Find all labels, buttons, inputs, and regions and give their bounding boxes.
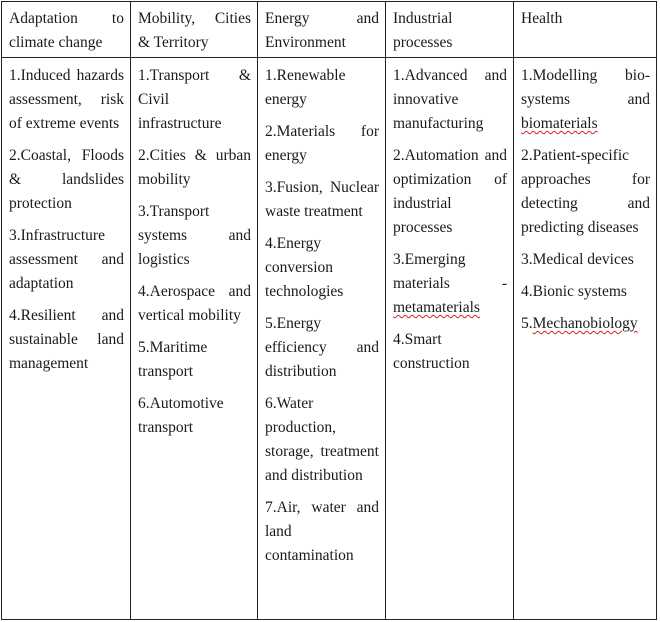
column-health [514,58,656,619]
list-item: 4.Bionic systems [521,283,627,300]
list-item: 1.Transport & Civil infrastructure [138,67,251,132]
list-item: 1.Advanced and innovative manufacturing [393,67,507,132]
list-item: 7.Air, water and land contamination [265,499,379,564]
list-item: 3.Transport systems and logistics [138,203,251,268]
header-industrial: Industrial processes [386,2,514,58]
list-item: 2.Materials for energy [265,123,379,164]
list-item: 5.Maritime transport [138,339,208,380]
list-item: 2.Cities & urban mobility [138,147,251,188]
list-item: 5.Energy efficiency and distribution [265,315,379,380]
list-item: 1.Induced hazards assessment, risk of extreme events [9,67,124,132]
header-adaptation: Adaptation to climate change [2,2,131,58]
list-item: 3.Emerging materials - metamaterials [393,251,507,316]
column-energy [258,58,386,619]
list-item: 4.Smart construction [393,331,470,372]
list-item: 4.Aerospace and vertical mobility [138,283,251,324]
column-mobility [131,58,258,619]
list-item: 1.Renewable energy [265,67,346,108]
list-item: 3.Medical devices [521,251,634,268]
header-health: Health [514,2,656,58]
list-item: 3.Fusion, Nuclear waste treatment [265,179,379,220]
header-mobility: Mobility, Cities & Territory [131,2,258,58]
list-item: 3.Infrastructure assessment and adaptation [9,227,124,292]
list-item: 2.Automation and optimization of industrial processes [393,147,507,236]
header-energy: Energy and Environment [258,2,386,58]
list-item: 6.Water production, storage, treatment and distribution [265,395,379,484]
list-item: 6.Automotive transport [138,395,224,436]
column-adaptation [2,58,131,619]
list-item: 5.Mechanobiology [521,315,638,332]
list-item: 4.Resilient and sustainable land management [9,307,124,372]
list-item: 1.Modelling bio-systems and biomaterials [521,67,650,132]
list-item: 2.Coastal, Floods & landslides protection [9,147,124,212]
research-areas-table [1,1,657,620]
list-item: 4.Energy conversion technologies [265,235,344,300]
column-industrial [386,58,514,619]
list-item: 2.Patient-specific approaches for detecting and predicting diseases [521,147,650,236]
